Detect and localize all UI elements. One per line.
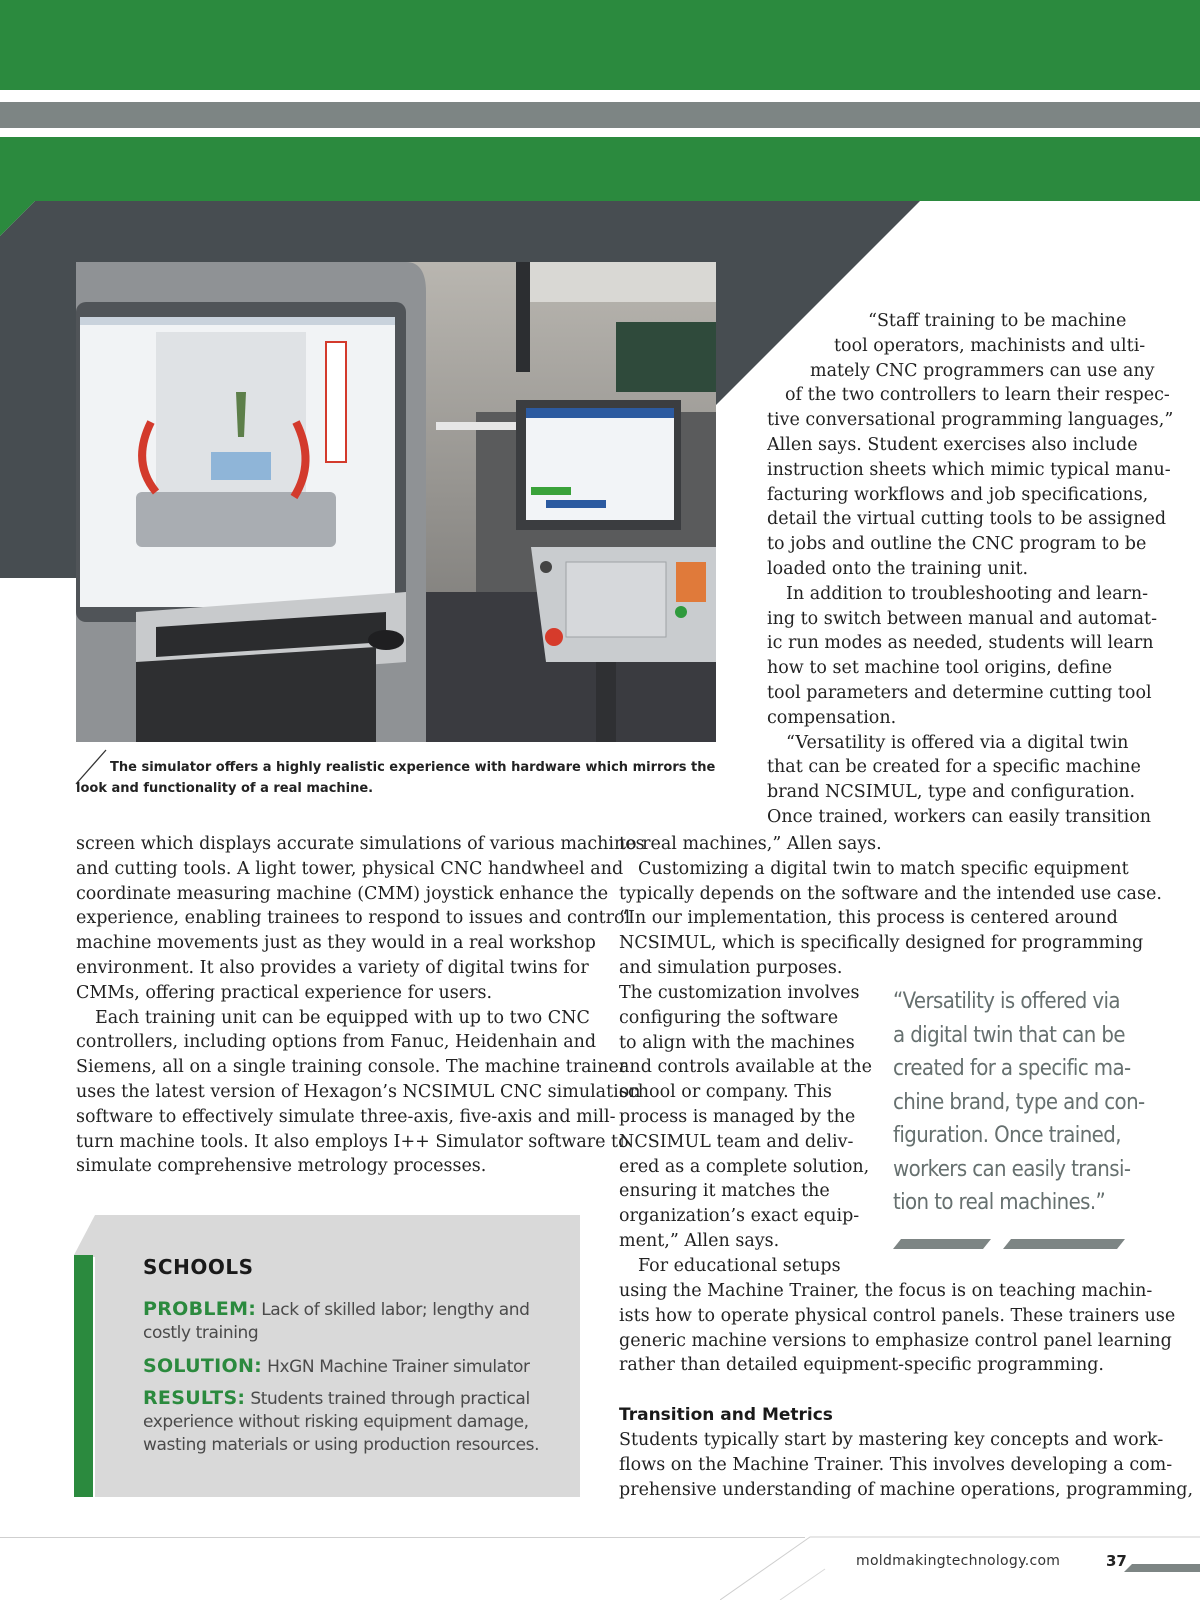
body-right-bottom: Students typically start by mastering key concepts and work- flows on the Machine Trainer. This involves developing a com- prehensive understanding of machine operations, programming, (619, 1430, 1194, 1500)
sidebar-solution: SOLUTION: HxGN Machine Trainer simulator (143, 1355, 530, 1377)
pull-quote: “Versatility is offered via a digital twin that can be created for a specific ma- chine brand, type and con- figuration. Once trained, workers can easily transi- tion to real machines.” (893, 989, 1145, 1215)
body-left-column: screen which displays accurate simulations of various machines and cutting tools. A light tower, physical CNC handwheel and coordinate measuring machine (CMM) joystick enhance the experience, enabling trainees to respond to issues and control machine movements just as they would in a real workshop environment. It also provides a variety of digital twins for CMMs, offering practical experience for users. Each training unit can be equipped with up to two CNC controllers, including options from Fanuc, Heidenhain and Siemens, all on a single training console. The machine trainer uses the latest version of Hexagon’s NCSIMUL CNC simulation software to effectively simulate three-axis, five-axis and mill- turn machine tools. It also employs I++ Simulator software to simulate comprehensive metrology processes. (76, 834, 645, 1177)
pull-quote-bars (893, 1237, 1133, 1251)
footer-site: moldmakingtechnology.com (856, 1553, 1061, 1569)
sidebar-problem: PROBLEM: Lack of skilled labor; lengthy and costly training (143, 1298, 530, 1343)
body-right-lower: using the Machine Trainer, the focus is on teaching machin- ists how to operate physical control panels. These trainers use generic machine versions to emphasize control panel learning rather than detailed equipment-specific programming. (619, 1281, 1176, 1376)
body-right-narrow: The customization involves configuring the software to align with the machines and controls available at the school or company. This process is managed by the NCSIMUL team and deliv- ered as a complete solution, ensuring it matches the organization’s exact equip- ment,” Allen says. For educational setups (619, 983, 872, 1276)
footer-rule (0, 1537, 805, 1538)
section-subheading: Transition and Metrics (619, 1405, 833, 1425)
body-right-top: “Staff training to be machine tool operators, machinists and ulti- mately CNC programmers can use any of the two controllers to learn their respec- tive conversational programming languages,” Allen says. Student exercises also include instruction sheets which mimic typical manu- facturing workflows and job specifications, detail the virtual cutting tools to be assigned to jobs and outline the CNC program to be loaded onto the training unit. In addition to troubleshooting and learn- ing to switch between manual and automat- ic run modes as needed, students will learn how to set machine tool origins, define tool parameters and determine cutting tool compensation. “Versatility is offered via a digital twin that can be created for a specific machine brand NCSIMUL, type and configuration. Once trained, workers can easily transition (767, 311, 1174, 827)
sidebar-green-bar (74, 1255, 93, 1497)
sidebar-box-corner (74, 1215, 134, 1257)
sidebar-title: SCHOOLS (143, 1255, 254, 1279)
figure-caption: The simulator offers a highly realistic experience with hardware which mirrors the look and functionality of a real machine. (76, 760, 716, 796)
body-right-middle: to real machines,” Allen says. Customizing a digital twin to match specific equipment typically depends on the software and the intended use case. “In our implementation, this process is centered around NCSIMUL, which is specifically designed for programming and simulation purposes. (619, 834, 1162, 978)
page-number: 37 (1106, 1552, 1127, 1570)
sidebar-results: RESULTS: Students trained through practical experience without risking equipment damage, wasting materials or using production resources. (143, 1387, 540, 1455)
